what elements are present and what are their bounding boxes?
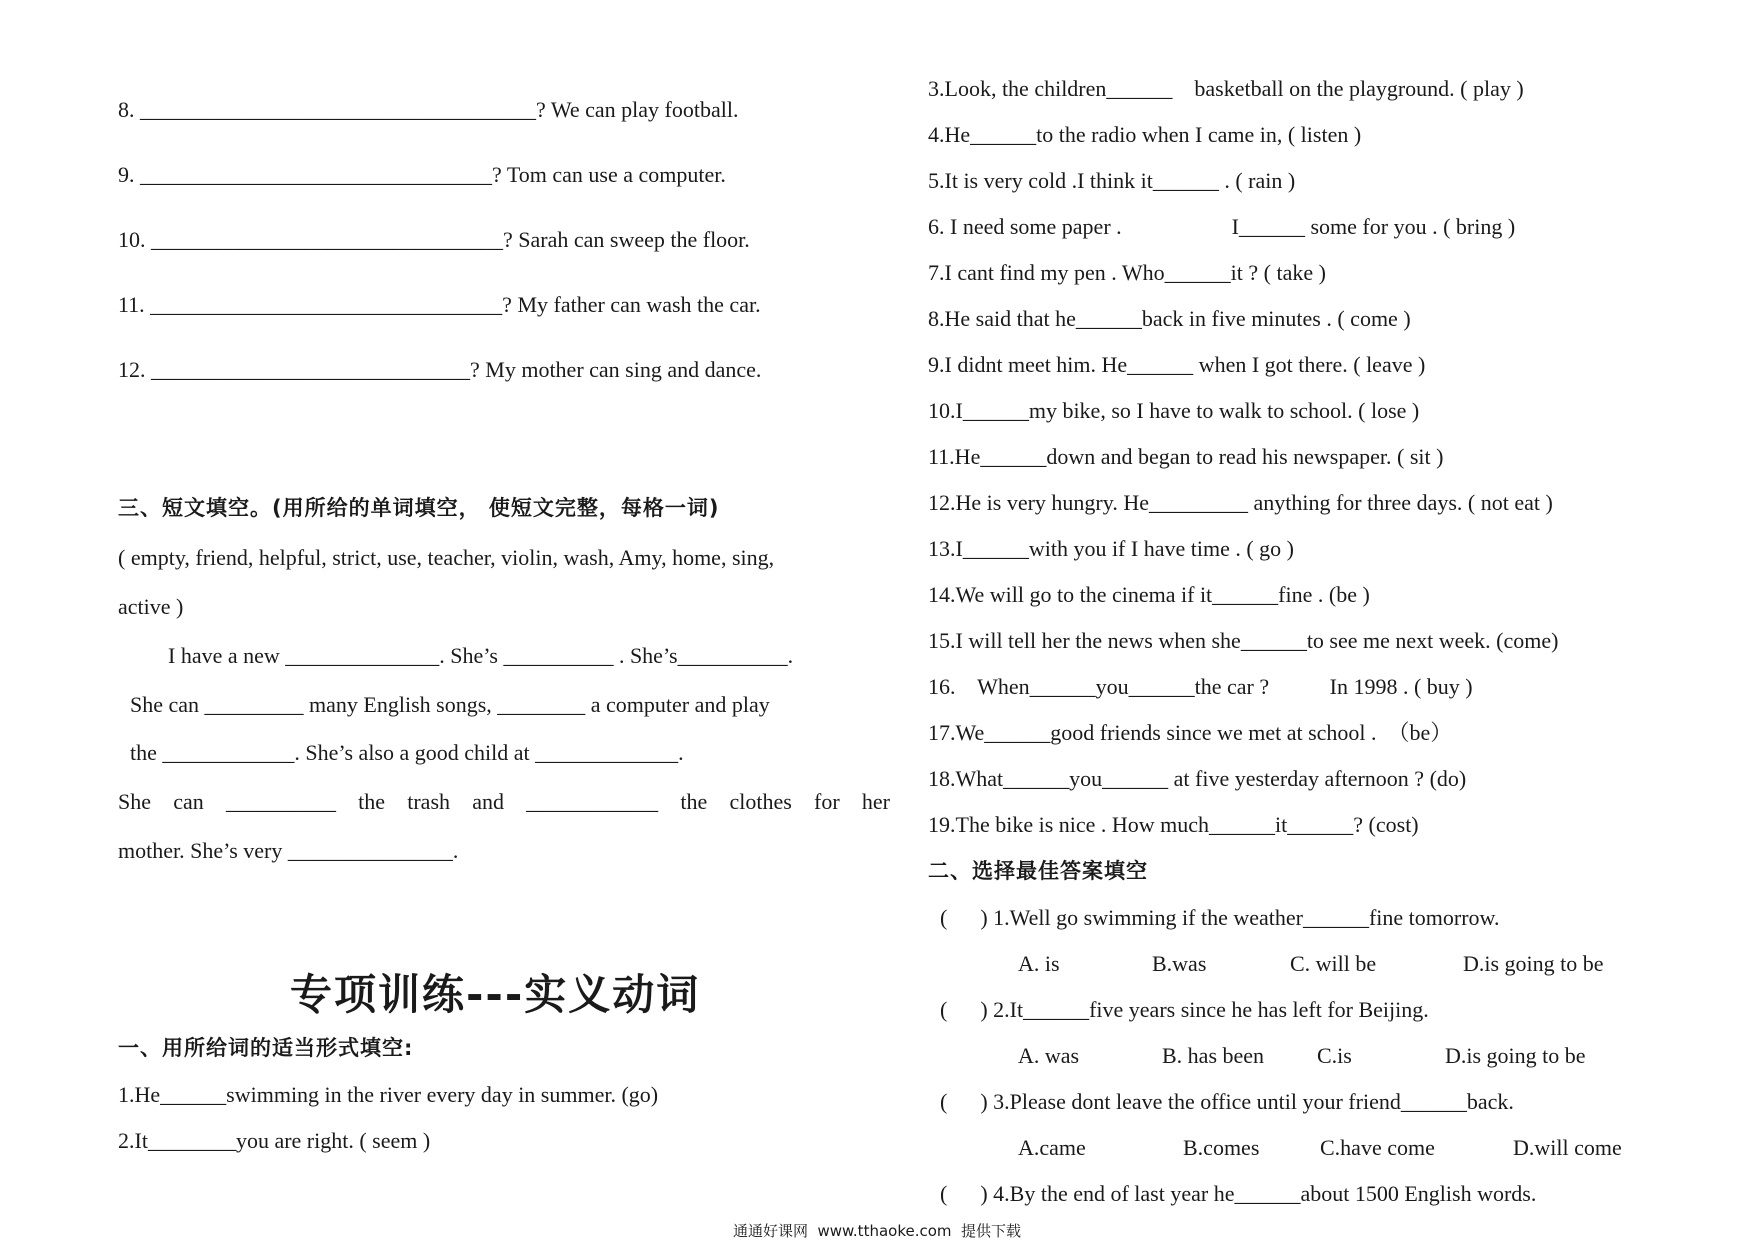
fill-item-14: 14.We will go to the cinema if it______fine . (be ) xyxy=(928,582,1370,607)
section2-heading: 二、选择最佳答案填空 xyxy=(928,859,1148,883)
question-12: 12. _____________________________? My mother can sing and dance. xyxy=(118,357,762,382)
question-8: 8. ____________________________________? We can play football. xyxy=(118,97,739,122)
mc1-option-d: D.is going to be xyxy=(1463,951,1604,976)
fill-item-15: 15.I will tell her the news when she______to see me next week. (come) xyxy=(928,628,1559,653)
page-title: 专项训练---实义动词 xyxy=(290,970,701,1019)
passage-word: ____________ xyxy=(526,789,659,814)
mc-question-3: ( ) 3.Please dont leave the office until your friend______back. xyxy=(940,1089,1514,1114)
fill-item-17: 17.We______good friends since we met at school . （be） xyxy=(928,720,1453,745)
mc-question-4: ( ) 4.By the end of last year he______about 1500 English words. xyxy=(940,1181,1537,1206)
mc2-option-c: C.is xyxy=(1317,1043,1352,1068)
fill-item-8: 8.He said that he______back in five minutes . ( come ) xyxy=(928,306,1411,331)
fill-item-11: 11.He______down and began to read his newspaper. ( sit ) xyxy=(928,444,1444,469)
passage-word: her xyxy=(861,789,890,814)
mc2-option-d: D.is going to be xyxy=(1445,1043,1586,1068)
passage-line4 xyxy=(118,789,890,815)
mc3-option-d: D.will come xyxy=(1513,1135,1622,1160)
fill-item-19: 19.The bike is nice . How much______it______? (cost) xyxy=(928,812,1419,837)
mc-question-1: ( ) 1.Well go swimming if the weather______fine tomorrow. xyxy=(940,905,1500,930)
section1-item-2: 2.It________you are right. ( seem ) xyxy=(118,1128,431,1153)
passage-word: can xyxy=(173,789,204,814)
passage-word: the xyxy=(358,789,386,814)
fill-item-13: 13.I______with you if I have time . ( go ) xyxy=(928,536,1294,561)
word-bank-line2: active ) xyxy=(118,594,184,619)
question-11: 11. ________________________________? My father can wash the car. xyxy=(118,292,761,317)
passage-word: __________ xyxy=(225,789,336,814)
question-9: 9. ________________________________? Tom can use a computer. xyxy=(118,162,726,187)
fill-item-4: 4.He______to the radio when I came in, ( listen ) xyxy=(928,122,1362,147)
mc1-option-b: B.was xyxy=(1152,951,1207,976)
mc3-option-b: B.comes xyxy=(1183,1135,1260,1160)
fill-item-12: 12.He is very hungry. He_________ anything for three days. ( not eat ) xyxy=(928,490,1553,515)
passage-word: and xyxy=(472,789,504,814)
passage-line5: mother. She’s very _______________. xyxy=(118,838,459,863)
fill-item-5: 5.It is very cold .I think it______ . ( rain ) xyxy=(928,168,1296,193)
fill-item-3: 3.Look, the children______ basketball on the playground. ( play ) xyxy=(928,76,1524,101)
fill-item-18: 18.What______you______ at five yesterday afternoon ? (do) xyxy=(928,766,1467,791)
fill-item-6: 6. I need some paper . I______ some for you . ( bring ) xyxy=(928,214,1516,239)
mc1-option-c: C. will be xyxy=(1290,951,1377,976)
section3-heading: 三、短文填空。(用所给的单词填空， 使短文完整，每格一词) xyxy=(118,496,720,520)
footer-source: 通通好课网 www.tthaoke.com 提供下载 xyxy=(732,1222,1022,1240)
passage-word: clothes xyxy=(729,789,792,814)
fill-item-16: 16. When______you______the car ? In 1998 . ( buy ) xyxy=(928,674,1473,699)
question-10: 10. ________________________________? Sarah can sweep the floor. xyxy=(118,227,750,252)
passage-word: the xyxy=(680,789,708,814)
mc2-option-b: B. has been xyxy=(1162,1043,1265,1068)
passage-word: trash xyxy=(407,789,450,814)
passage-line2: She can _________ many English songs, ________ a computer and play xyxy=(130,692,770,717)
mc3-option-a: A.came xyxy=(1018,1135,1086,1160)
passage-word: She xyxy=(118,789,151,814)
mc1-option-a: A. is xyxy=(1018,951,1060,976)
mc2-option-a: A. was xyxy=(1018,1043,1080,1068)
word-bank-line1: ( empty, friend, helpful, strict, use, teacher, violin, wash, Amy, home, sing, xyxy=(118,545,775,570)
mc-question-2: ( ) 2.It______five years since he has left for Beijing. xyxy=(940,997,1429,1022)
fill-item-9: 9.I didnt meet him. He______ when I got there. ( leave ) xyxy=(928,352,1426,377)
section1-item-1: 1.He______swimming in the river every day in summer. (go) xyxy=(118,1082,659,1107)
mc3-option-c: C.have come xyxy=(1320,1135,1435,1160)
passage-word: for xyxy=(814,789,840,814)
passage-line1: I have a new ______________. She’s __________ . She’s__________. xyxy=(168,643,794,668)
fill-item-10: 10.I______my bike, so I have to walk to school. ( lose ) xyxy=(928,398,1420,423)
passage-line3: the ____________. She’s also a good child at _____________. xyxy=(130,740,684,765)
fill-item-7: 7.I cant find my pen . Who______it ? ( take ) xyxy=(928,260,1326,285)
section1-heading: 一、用所给词的适当形式填空: xyxy=(118,1036,414,1060)
